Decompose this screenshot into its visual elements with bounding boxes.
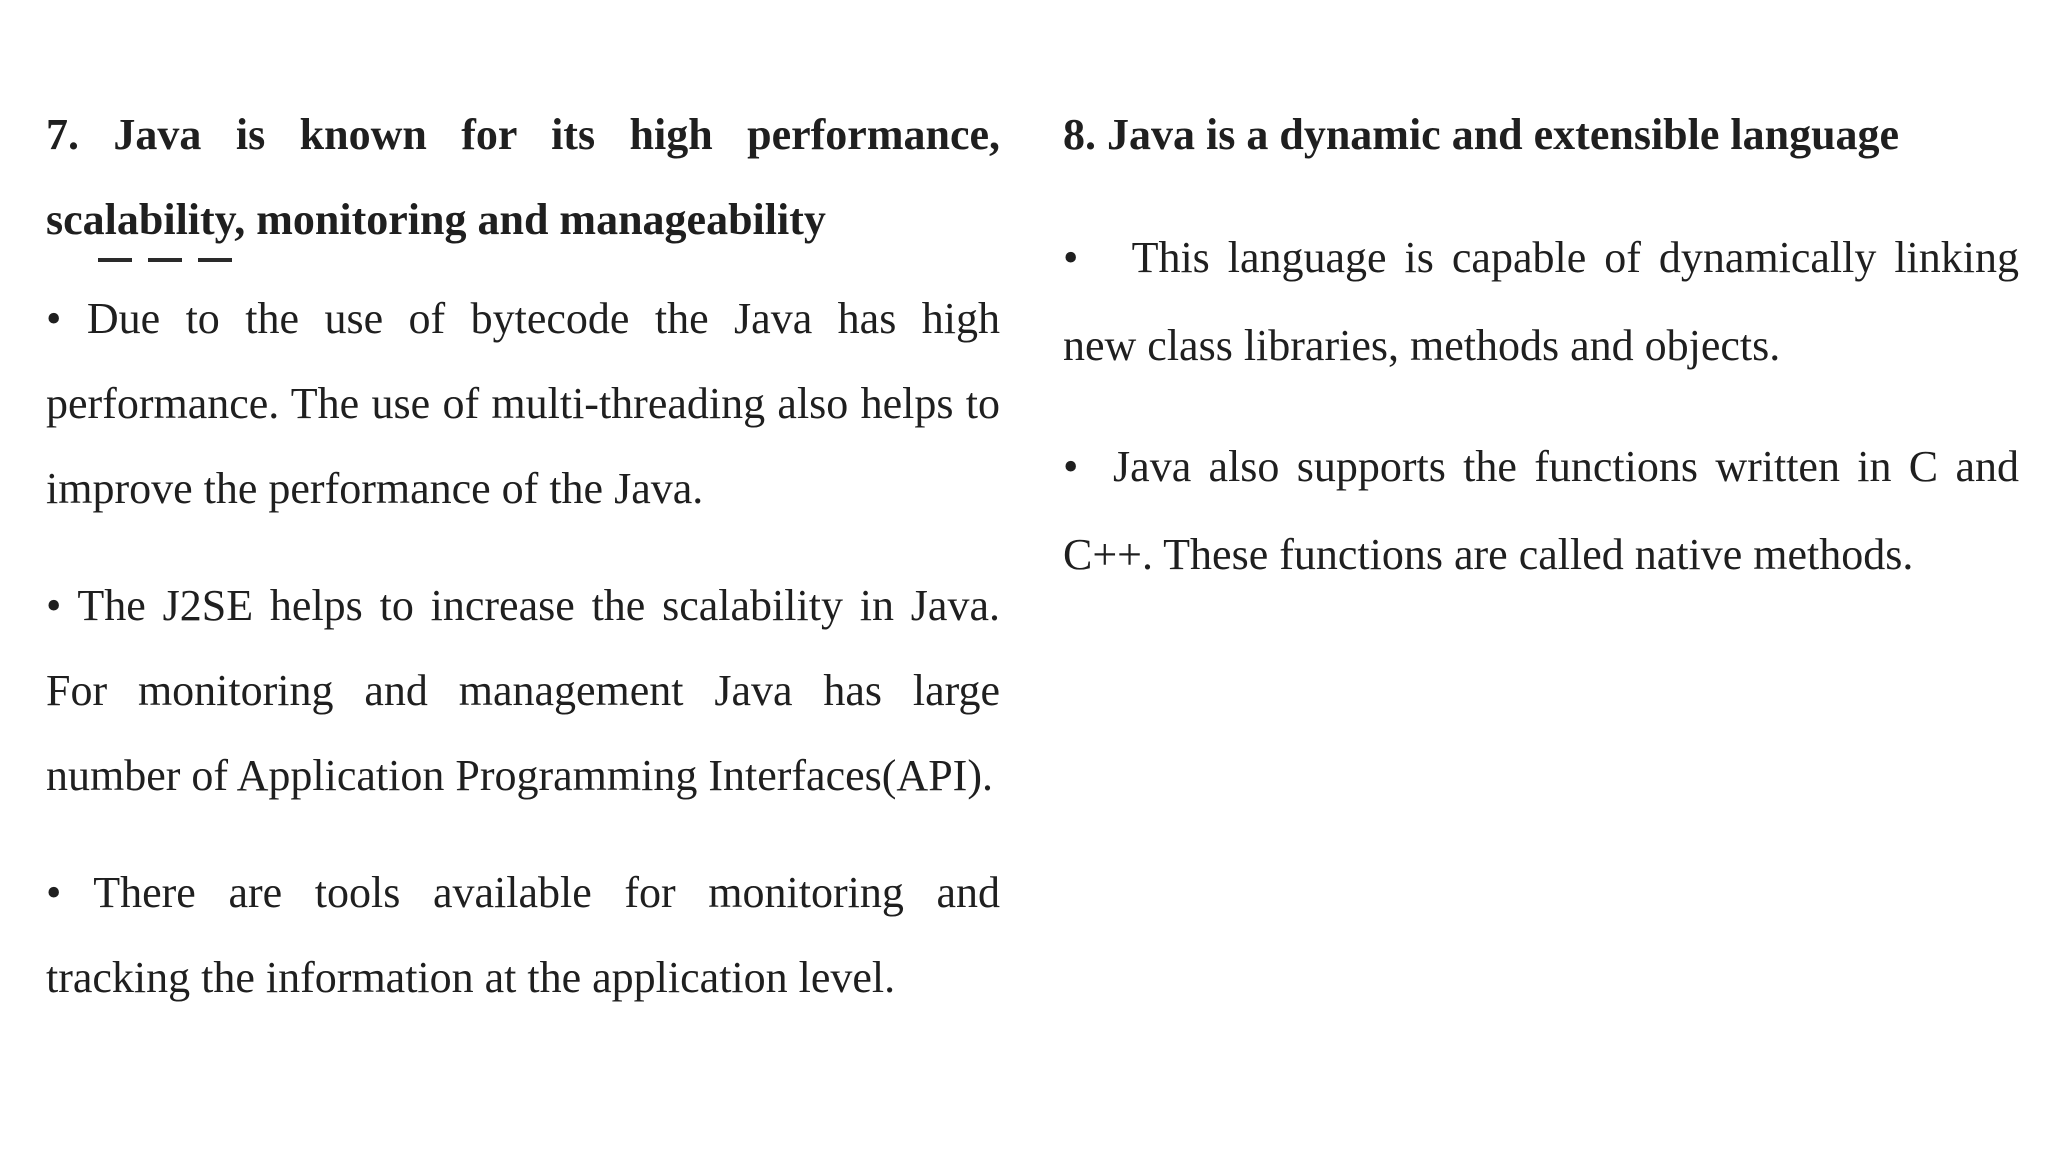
dash-mark <box>198 258 232 262</box>
right-column <box>1063 92 2019 599</box>
section-heading-dynamic: 8. Java is a dynamic and extensible language <box>1063 110 1900 159</box>
bullet-paragraph <box>1063 423 2019 599</box>
bullet-text: This language is capable of dynamically linking new class libraries, methods and objects. <box>1063 233 2019 370</box>
bullet-marker: • <box>46 868 62 917</box>
bullet-paragraph <box>46 276 1000 531</box>
dash-mark <box>98 258 132 262</box>
dash-mark <box>148 258 182 262</box>
bullet-marker: • <box>1063 442 1079 491</box>
bullet-text: The J2SE helps to increase the scalability in Java. For monitoring and management Java has large number of Application Programming Interfaces(API). <box>46 581 1000 800</box>
bullet-text: Due to the use of bytecode the Java has high performance. The use of multi-threading also helps to improve the performance of the Java. <box>46 294 1000 513</box>
bullet-marker: • <box>46 581 62 630</box>
bullet-marker: • <box>1063 233 1079 282</box>
bullet-marker: • <box>46 294 62 343</box>
bullet-paragraph <box>46 563 1000 818</box>
section-heading-performance: 7. Java is known for its high performance, scalability, monitoring and manageability <box>46 110 1000 244</box>
bullet-text: Java also supports the functions written in C and C++. These functions are called native methods. <box>1063 442 2020 579</box>
bullet-paragraph <box>46 850 1000 1020</box>
left-column <box>46 92 1000 1020</box>
bullet-paragraph <box>1063 214 2019 390</box>
bullet-text: There are tools available for monitoring and tracking the information at the application level. <box>46 868 1000 1002</box>
